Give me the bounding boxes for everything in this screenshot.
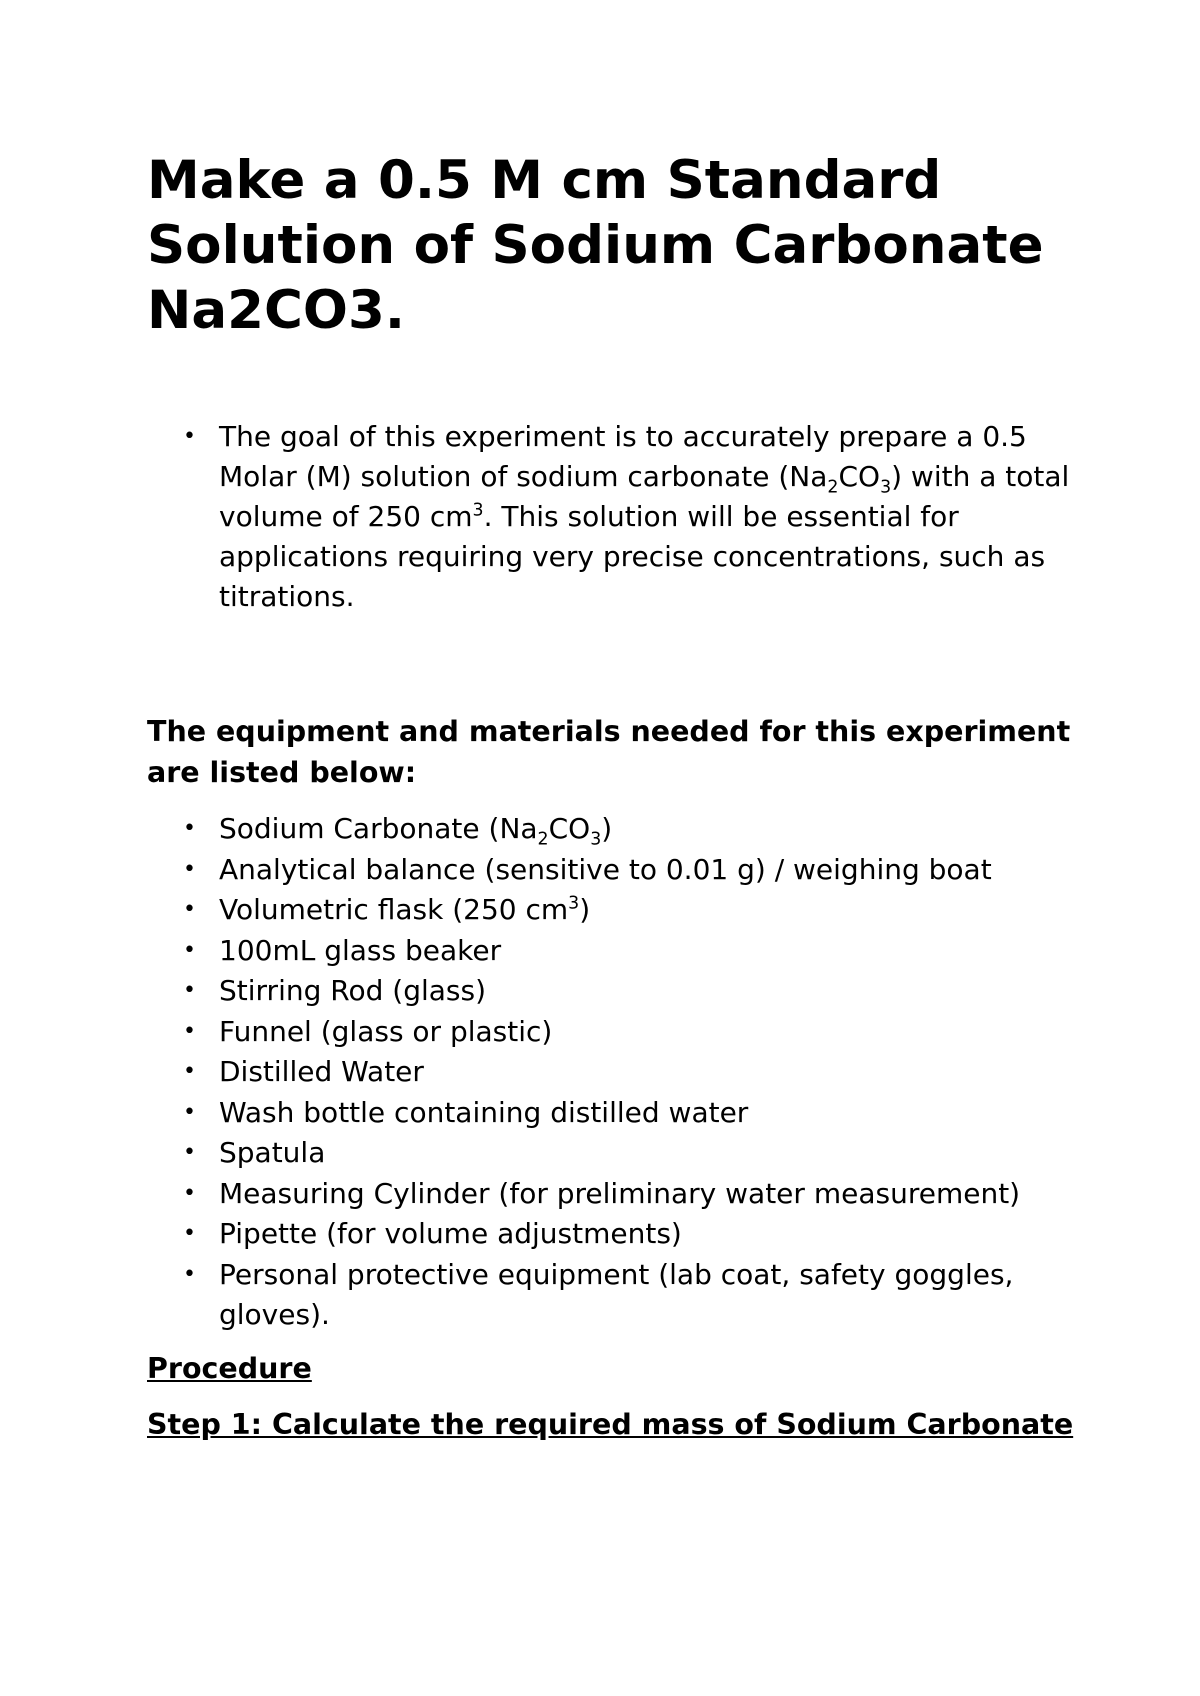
goal-superscript-3: 3 bbox=[472, 500, 484, 521]
goal-statement bbox=[147, 417, 1087, 617]
document-title: Make a 0.5 M cm Standard Solution of Sodium Carbonate Na2CO3. bbox=[147, 150, 1044, 341]
equipment-item-volumetric-flask bbox=[147, 890, 1087, 931]
goal-text-prefix: The goal of this experiment is to accurately prepare a 0.5 Molar (M) solution of sodium carbonate (Na bbox=[219, 420, 1027, 493]
equipment-item-text: Sodium Carbonate (Na bbox=[219, 812, 538, 845]
equipment-heading: The equipment and materials needed for this experiment are listed below: bbox=[147, 715, 1071, 789]
equipment-subscript-2: 2 bbox=[537, 829, 549, 850]
equipment-item-stirring-rod: • Stirring Rod (glass) bbox=[147, 971, 1087, 1012]
equipment-item-analytical-balance: • Analytical balance (sensitive to 0.01 g) / weighing boat bbox=[147, 850, 1087, 891]
document-page bbox=[147, 148, 1087, 1445]
equipment-item-text: ) bbox=[601, 812, 613, 845]
goal-subscript-2: 2 bbox=[827, 477, 839, 498]
equipment-item-spatula: • Spatula bbox=[147, 1133, 1087, 1174]
goal-subscript-3: 3 bbox=[880, 477, 892, 498]
equipment-item-text: Volumetric flask (250 cm bbox=[219, 893, 569, 926]
equipment-item-measuring-cylinder: • Measuring Cylinder (for preliminary water measurement) bbox=[147, 1174, 1087, 1215]
equipment-item-funnel: • Funnel (glass or plastic) bbox=[147, 1012, 1087, 1053]
equipment-item-text: ) bbox=[579, 893, 591, 926]
equipment-subscript-3: 3 bbox=[590, 829, 602, 850]
equipment-item-pipette: • Pipette (for volume adjustments) bbox=[147, 1214, 1087, 1255]
goal-text-co: CO bbox=[838, 460, 881, 493]
equipment-list bbox=[147, 809, 1087, 1336]
equipment-item-text: CO bbox=[548, 812, 591, 845]
equipment-item-distilled-water: • Distilled Water bbox=[147, 1052, 1087, 1093]
equipment-item-glass-beaker: • 100mL glass beaker bbox=[147, 931, 1087, 972]
procedure-heading: Procedure bbox=[147, 1351, 312, 1385]
equipment-item-sodium-carbonate bbox=[147, 809, 1087, 850]
goal-text-volume: ) with a total volume of 250 cm bbox=[219, 460, 1070, 533]
equipment-item-ppe: • Personal protective equipment (lab coat, safety goggles, gloves). bbox=[147, 1255, 1087, 1336]
step-1-heading: Step 1: Calculate the required mass of Sodium Carbonate bbox=[147, 1407, 1074, 1441]
equipment-item-wash-bottle: • Wash bottle containing distilled water bbox=[147, 1093, 1087, 1134]
equipment-superscript-3: 3 bbox=[568, 893, 580, 914]
goal-text-suffix: . This solution will be essential for applications requiring very precise concentrations, such as titrations. bbox=[219, 500, 1046, 613]
goal-list bbox=[147, 417, 1087, 617]
